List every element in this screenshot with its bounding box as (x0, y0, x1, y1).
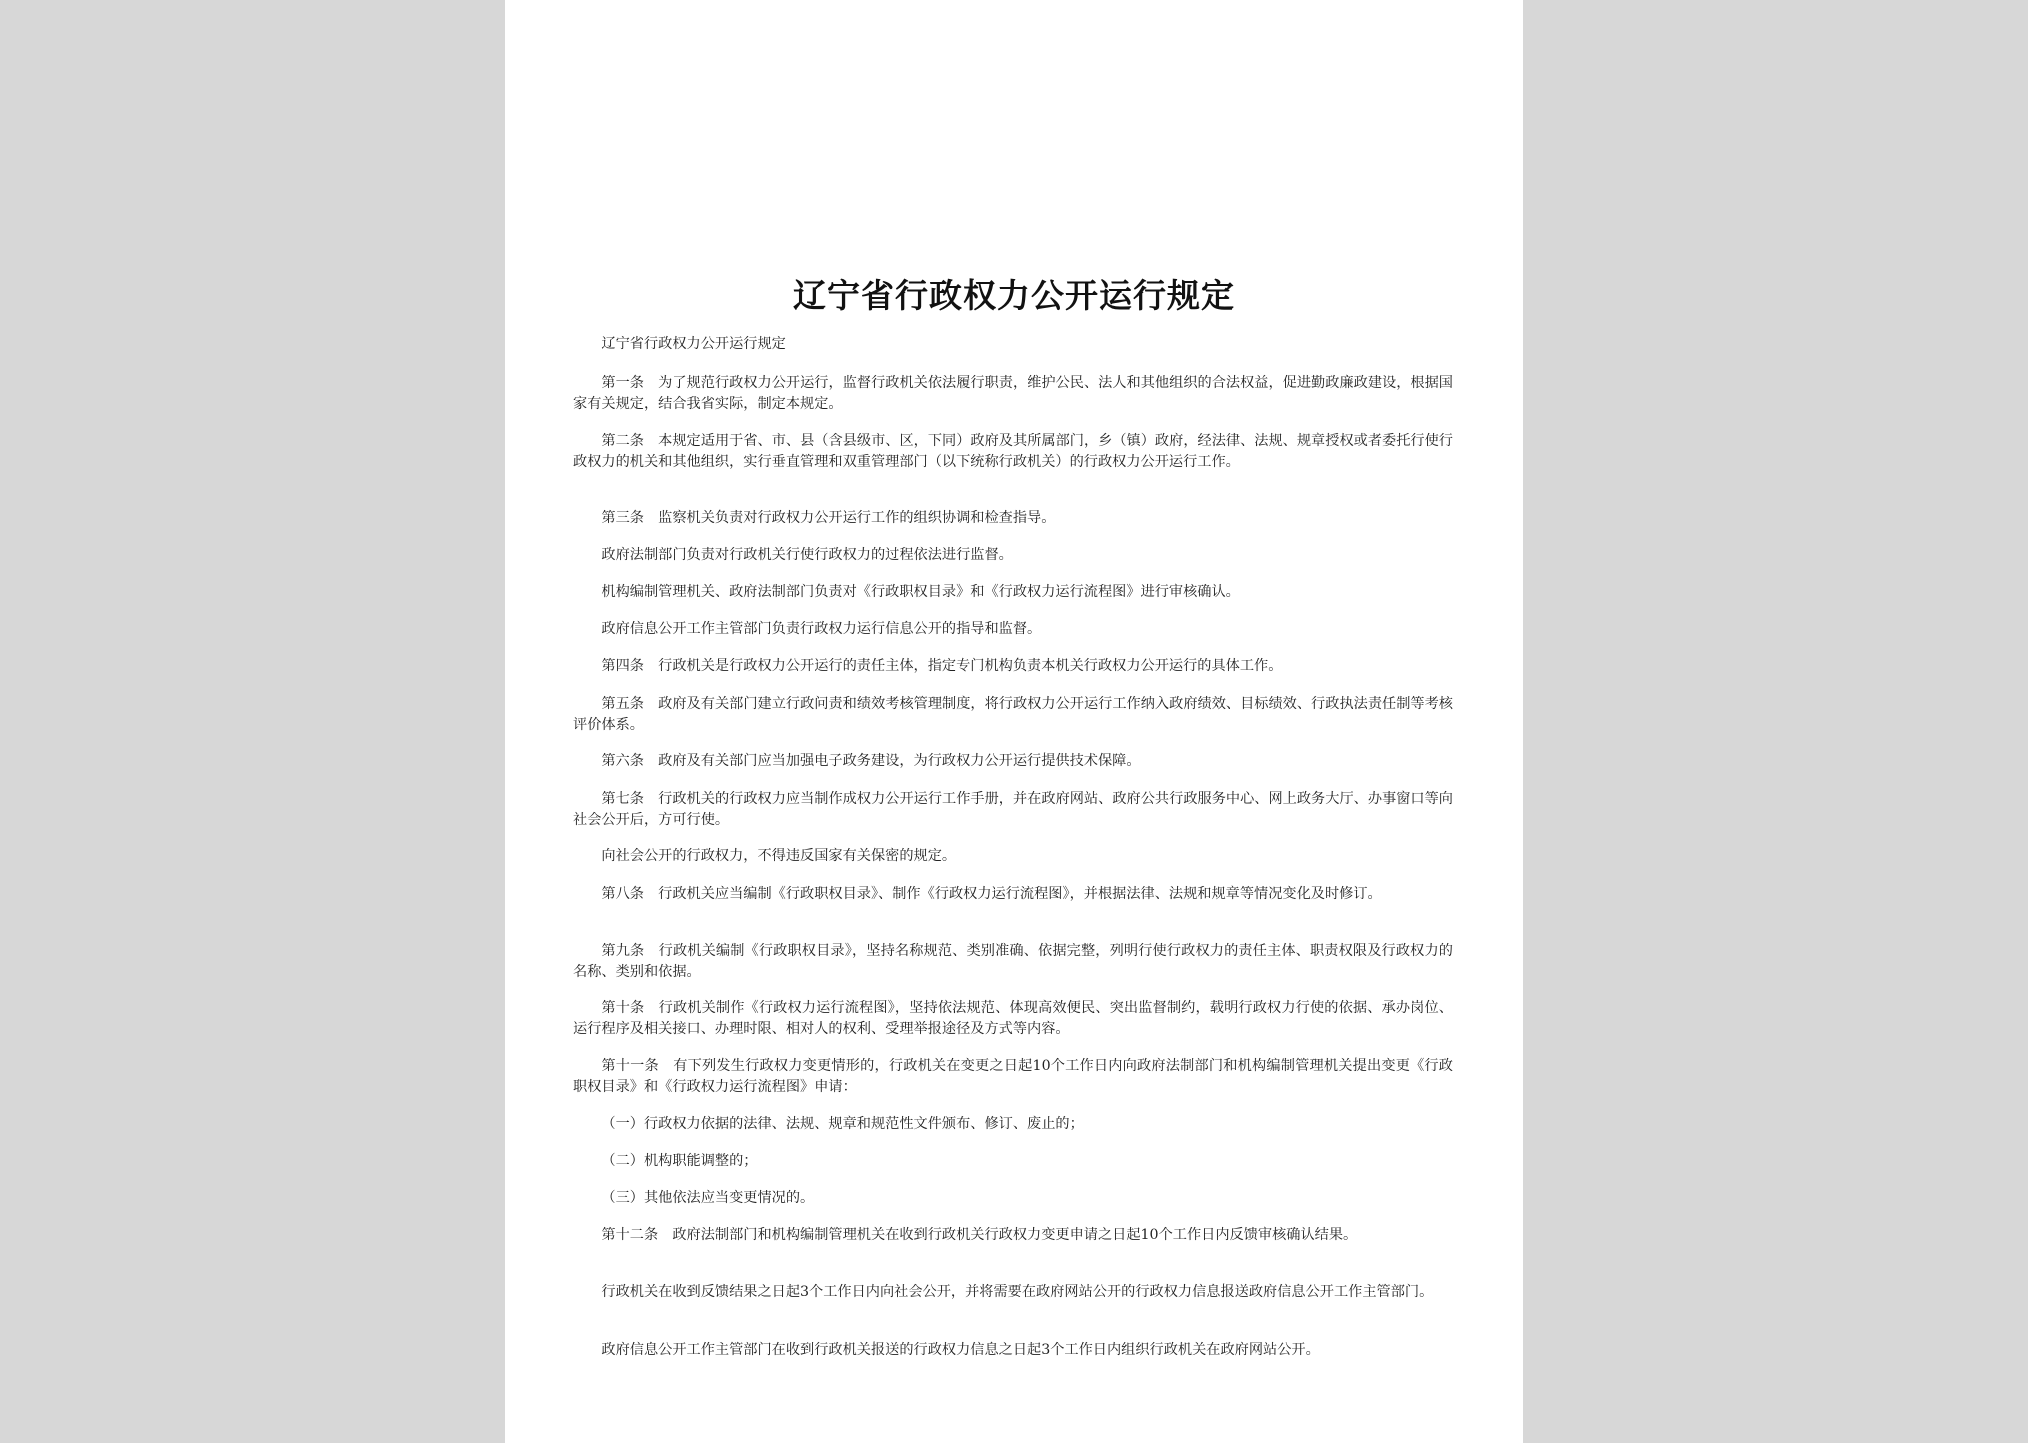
document-page (505, 0, 1523, 1443)
paragraph-article-12: 第十二条 政府法制部门和机构编制管理机关在收到行政机关行政权力变更申请之日起10个工作日内反馈审核确认结果。 (601, 1227, 1358, 1243)
paragraph-article-1: 第一条 为了规范行政权力公开运行，监督行政机关依法履行职责，维护公民、法人和其他组织的合法权益，促进勤政廉政建设，根据国家有关规定，结合我省实际，制定本规定。 (573, 375, 1453, 412)
paragraph-article-3-sub-3: 政府信息公开工作主管部门负责行政权力运行信息公开的指导和监督。 (601, 621, 1042, 637)
paragraph-article-8: 第八条 行政机关应当编制《行政职权目录》、制作《行政权力运行流程图》，并根据法律、法规和规章等情况变化及时修订。 (601, 886, 1382, 902)
paragraph-article-6: 第六条 政府及有关部门应当加强电子政务建设，为行政权力公开运行提供技术保障。 (601, 753, 1141, 769)
paragraph-article-10: 第十条 行政机关制作《行政权力运行流程图》，坚持依法规范、体现高效便民、突出监督制约，载明行政权力行使的依据、承办岗位、运行程序及相关接口、办理时限、相对人的权利、受理举报途径及方式等内容。 (573, 1000, 1453, 1037)
paragraph-article-11: 第十一条 有下列发生行政权力变更情形的，行政机关在变更之日起10个工作日内向政府法制部门和机构编制管理机关提出变更《行政职权目录》和《行政权力运行流程图》申请： (573, 1058, 1453, 1095)
paragraph-article-3-sub-1: 政府法制部门负责对行政机关行使行政权力的过程依法进行监督。 (601, 547, 1013, 563)
paragraph-article-12-sub-2: 政府信息公开工作主管部门在收到行政机关报送的行政权力信息之日起3个工作日内组织行政机关在政府网站公开。 (601, 1342, 1320, 1358)
paragraph-article-11-item-3: （三）其他依法应当变更情况的。 (601, 1190, 815, 1206)
paragraph-article-11-item-1: （一）行政权力依据的法律、法规、规章和规范性文件颁布、修订、废止的； (601, 1116, 1084, 1132)
paragraph-subtitle: 辽宁省行政权力公开运行规定 (601, 336, 786, 352)
paragraph-article-3: 第三条 监察机关负责对行政权力公开运行工作的组织协调和检查指导。 (601, 510, 1056, 526)
paragraph-article-12-sub-1: 行政机关在收到反馈结果之日起3个工作日内向社会公开，并将需要在政府网站公开的行政权力信息报送政府信息公开工作主管部门。 (601, 1284, 1434, 1300)
paragraph-article-7-sub-1: 向社会公开的行政权力，不得违反国家有关保密的规定。 (601, 848, 957, 864)
paragraph-article-9: 第九条 行政机关编制《行政职权目录》，坚持名称规范、类别准确、依据完整，列明行使行政权力的责任主体、职责权限及行政权力的名称、类别和依据。 (573, 943, 1453, 980)
document-title: 辽宁省行政权力公开运行规定 (793, 276, 1235, 315)
paragraph-article-7: 第七条 行政机关的行政权力应当制作成权力公开运行工作手册，并在政府网站、政府公共行政服务中心、网上政务大厅、办事窗口等向社会公开后，方可行使。 (573, 791, 1453, 828)
paragraph-article-3-sub-2: 机构编制管理机关、政府法制部门负责对《行政职权目录》和《行政权力运行流程图》进行审核确认。 (601, 584, 1240, 600)
paragraph-article-5: 第五条 政府及有关部门建立行政问责和绩效考核管理制度，将行政权力公开运行工作纳入政府绩效、目标绩效、行政执法责任制等考核评价体系。 (573, 696, 1453, 733)
paragraph-article-2: 第二条 本规定适用于省、市、县（含县级市、区，下同）政府及其所属部门，乡（镇）政府，经法律、法规、规章授权或者委托行使行政权力的机关和其他组织，实行垂直管理和双重管理部门（以下统称行政机关）的行政权力公开运行工作。 (573, 433, 1453, 470)
paragraph-article-11-item-2: （二）机构职能调整的； (601, 1153, 758, 1169)
paragraph-article-4: 第四条 行政机关是行政权力公开运行的责任主体，指定专门机构负责本机关行政权力公开运行的具体工作。 (601, 658, 1283, 674)
